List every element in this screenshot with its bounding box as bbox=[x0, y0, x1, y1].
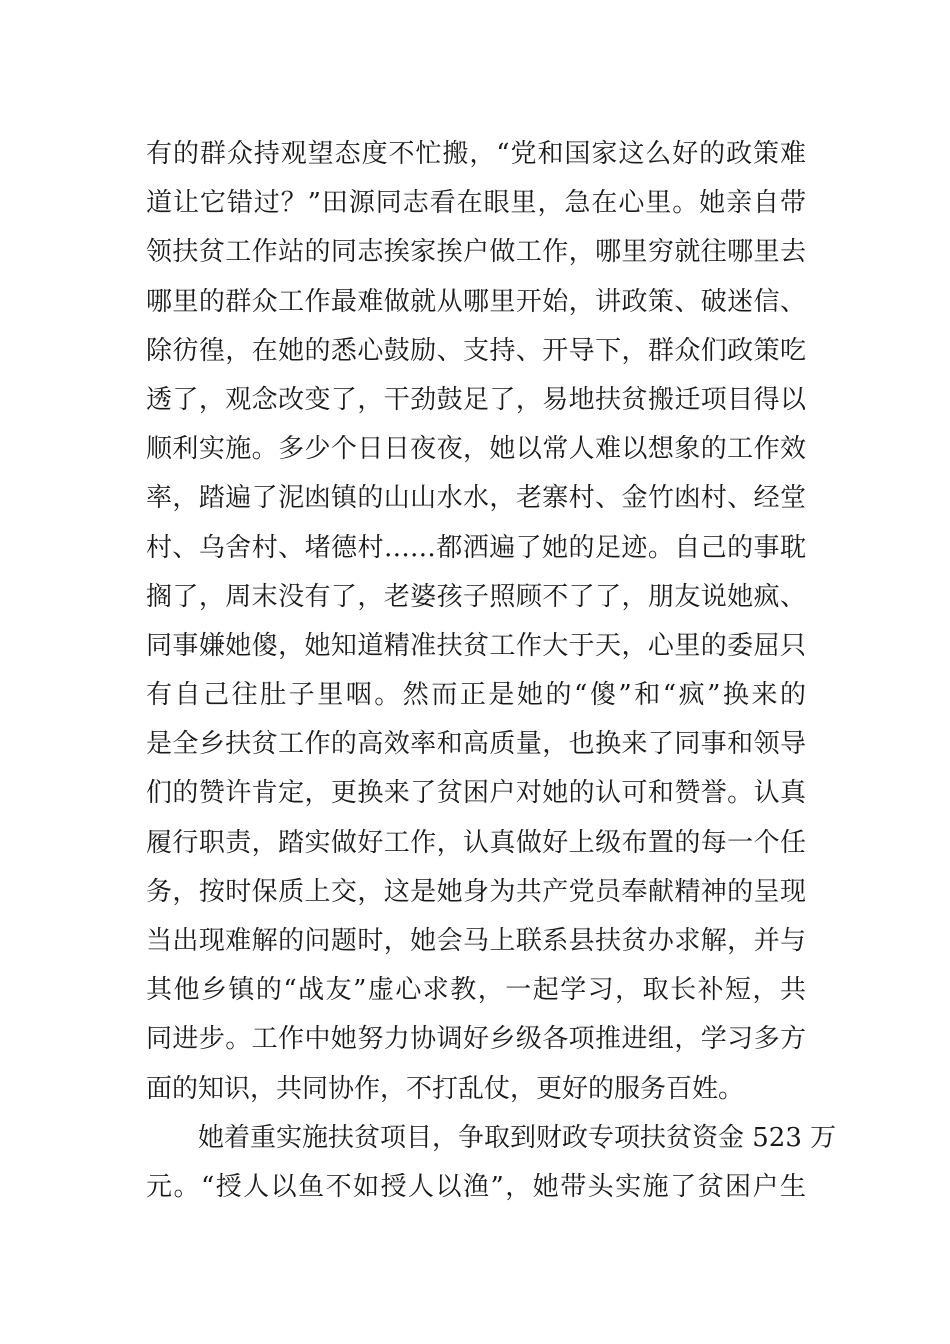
text-line: 同事嫌她傻，她知道精准扶贫工作大于天，心里的委屈只 bbox=[146, 630, 806, 661]
text-line: 面的知识，共同协作，不打乱仗，更好的服务百姓。 bbox=[146, 1073, 745, 1104]
text-line: 当出现难解的问题时，她会马上联系县扶贫办求解，并与 bbox=[146, 926, 806, 956]
text-line: 们的赞许肯定，更换来了贫困户对她的认可和赞誉。认真 bbox=[146, 778, 806, 809]
text-line: 村、乌舍村、堵德村……都洒遍了她的足迹。自己的事耽 bbox=[146, 532, 806, 563]
text-line: 率，踏遍了泥凼镇的山山水水，老寨村、金竹凼村、经堂 bbox=[146, 483, 806, 514]
text-line: 元。“授人以鱼不如授人以渔”，她带头实施了贫困户生 bbox=[146, 1171, 806, 1202]
text-line: 同进步。工作中她努力协调好乡级各项推进组，学习多方 bbox=[146, 1024, 806, 1055]
text-line: 其他乡镇的“战友”虚心求教，一起学习，取长补短，共 bbox=[146, 975, 806, 1006]
text-line: 搁了，周末没有了，老婆孩子照顾不了了，朋友说她疯、 bbox=[146, 581, 806, 612]
text-line: 履行职责，踏实做好工作，认真做好上级布置的每一个任 bbox=[146, 827, 806, 858]
text-line: 哪里的群众工作最难做就从哪里开始，讲政策、破迷信、 bbox=[146, 286, 806, 317]
text-line: 透了，观念改变了，干劲鼓足了，易地扶贫搬迁项目得以 bbox=[146, 384, 806, 415]
text-line: 顺利实施。多少个日日夜夜，她以常人难以想象的工作效 bbox=[146, 434, 806, 465]
text-line: 是全乡扶贫工作的高效率和高质量，也换来了同事和领导 bbox=[146, 729, 806, 760]
text-line: 务，按时保质上交，这是她身为共产党员奉献精神的呈现 bbox=[146, 876, 806, 907]
text-line: 有自己往肚子里咽。然而正是她的“傻”和“疯”换来的 bbox=[146, 680, 806, 711]
text-line: 有的群众持观望态度不忙搬，“党和国家这么好的政策难 bbox=[146, 139, 806, 169]
text-line: 除彷徨，在她的悉心鼓励、支持、开导下，群众们政策吃 bbox=[146, 335, 806, 366]
text-line: 她着重实施扶贫项目，争取到财政专项扶贫资金 523 万 bbox=[198, 1122, 837, 1153]
body-text bbox=[146, 130, 837, 1212]
text-line: 道让它错过？”田源同志看在眼里，急在心里。她亲自带 bbox=[146, 188, 806, 219]
text-line: 领扶贫工作站的同志挨家挨户做工作，哪里穷就往哪里去 bbox=[146, 237, 806, 268]
